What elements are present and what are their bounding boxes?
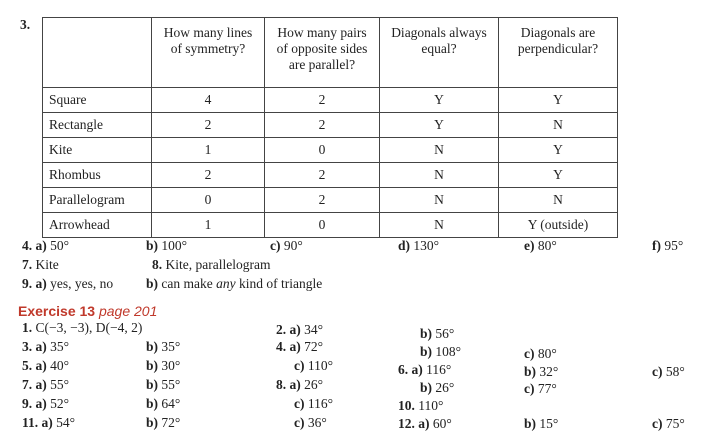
- answer-value: 50°: [50, 238, 70, 253]
- exercise-name: Exercise 13: [18, 303, 96, 319]
- answer-9a: [22, 276, 113, 292]
- answer-value: 35°: [161, 339, 181, 354]
- answer-value: 116°: [307, 396, 334, 411]
- ex-answer-2a: [276, 322, 323, 338]
- answer-value: 100°: [161, 238, 188, 253]
- answer-value: 52°: [50, 396, 70, 411]
- question-number-3: 3.: [20, 17, 31, 32]
- answer-value: 34°: [304, 322, 324, 337]
- answer-value: 58°: [665, 364, 685, 379]
- answer-label: b): [146, 339, 159, 354]
- header-cell: How many pairs of opposite sides are parallel?: [265, 18, 380, 88]
- ex-answer-5a: [22, 358, 69, 374]
- header-cell: Diagonals are perpendicular?: [499, 18, 618, 88]
- answer-4e: [524, 238, 557, 254]
- answer-value: 35°: [50, 339, 70, 354]
- answer-label: 5. a): [22, 358, 47, 373]
- ex-answer-7b: [146, 377, 180, 393]
- answer-value: 116°: [426, 362, 452, 377]
- table-cell: Y (outside): [499, 213, 618, 238]
- table-cell: Y: [499, 88, 618, 113]
- answer-label: c): [294, 358, 305, 373]
- header-cell: Diagonals always equal?: [380, 18, 499, 88]
- answer-value: 40°: [50, 358, 70, 373]
- ex-answer-12c: [652, 416, 685, 432]
- answer-label: b): [146, 238, 159, 253]
- ex-answer-6c: [652, 364, 685, 380]
- answer-label: 11. a): [22, 415, 53, 430]
- header-cell: [43, 18, 152, 88]
- table-row: [43, 88, 618, 113]
- header-cell: How many lines of symmetry?: [152, 18, 265, 88]
- answer-value: 26°: [304, 377, 324, 392]
- table-cell: N: [499, 113, 618, 138]
- ex-answer-8a: [276, 377, 323, 393]
- answer-7: [22, 257, 59, 273]
- ex-answer-12a: [398, 416, 452, 432]
- answer-value: 130°: [413, 238, 440, 253]
- ex-answer-6a: [398, 362, 451, 378]
- ex-answer-8c: [524, 381, 557, 397]
- answer-value: 30°: [161, 358, 181, 373]
- table-cell: 2: [265, 188, 380, 213]
- table-cell: Parallelogram: [43, 188, 152, 213]
- ex-answer-7a: [22, 377, 69, 393]
- table-cell: 1: [152, 138, 265, 163]
- ex-answer-4b: [420, 344, 461, 360]
- table-cell: 2: [265, 88, 380, 113]
- answer-value: 56°: [435, 326, 455, 341]
- answer-label: c): [524, 381, 535, 396]
- ex-answer-3a: [22, 339, 69, 355]
- answer-value: 32°: [539, 364, 559, 379]
- ex-answer-4c: [524, 346, 557, 362]
- table-cell: Y: [380, 113, 499, 138]
- answer-value: can make: [161, 276, 213, 291]
- answer-label: 8.: [152, 257, 163, 272]
- answer-label: f): [652, 238, 661, 253]
- table-cell: Rhombus: [43, 163, 152, 188]
- answer-9b: [146, 276, 322, 292]
- answer-label: b): [146, 396, 159, 411]
- ex-answer-11c: [294, 415, 327, 431]
- table-header-row: [43, 18, 618, 88]
- answer-value: 26°: [435, 380, 455, 395]
- table-cell: 0: [265, 138, 380, 163]
- answer-4b: [146, 238, 187, 254]
- table-row: [43, 188, 618, 213]
- table-row: [43, 163, 618, 188]
- answer-value: 108°: [435, 344, 462, 359]
- answer-value-tail: kind of triangle: [238, 276, 323, 291]
- answer-value: yes, yes, no: [50, 276, 114, 291]
- answer-4c: [270, 238, 303, 254]
- answer-label: 12. a): [398, 416, 430, 431]
- answer-value: 64°: [161, 396, 181, 411]
- answer-label: c): [652, 364, 663, 379]
- answer-label: b): [146, 415, 159, 430]
- answer-label: c): [524, 346, 535, 361]
- table-row: [43, 138, 618, 163]
- answer-label: b): [146, 358, 159, 373]
- answer-label: e): [524, 238, 535, 253]
- answer-emphasis: any: [216, 276, 236, 291]
- answer-8: [152, 257, 270, 273]
- quadrilateral-properties-table: [42, 17, 618, 238]
- ex-answer-6b: [524, 364, 558, 380]
- answer-value: 75°: [665, 416, 685, 431]
- answer-value: 55°: [50, 377, 70, 392]
- table-cell: N: [499, 188, 618, 213]
- answer-value: 80°: [537, 238, 557, 253]
- answer-label: b): [420, 326, 433, 341]
- table-cell: 0: [265, 213, 380, 238]
- answer-value: 110°: [307, 358, 334, 373]
- answer-value: 60°: [432, 416, 452, 431]
- answer-label: d): [398, 238, 411, 253]
- answer-value: 72°: [304, 339, 324, 354]
- ex-answer-12b: [524, 416, 558, 432]
- answer-label: 10.: [398, 398, 415, 413]
- answer-label: 7.: [22, 257, 33, 272]
- answer-label: 1.: [22, 320, 33, 335]
- table-cell: Square: [43, 88, 152, 113]
- table-cell: N: [380, 213, 499, 238]
- ex-answer-11b: [146, 415, 180, 431]
- answer-label: c): [270, 238, 281, 253]
- table-cell: Y: [380, 88, 499, 113]
- table-cell: N: [380, 138, 499, 163]
- table-cell: Kite: [43, 138, 152, 163]
- answer-value: Kite: [35, 257, 59, 272]
- table-cell: Rectangle: [43, 113, 152, 138]
- answer-label: 3. a): [22, 339, 47, 354]
- answer-value: 54°: [56, 415, 76, 430]
- answer-label: b): [524, 364, 537, 379]
- answer-label: 4. a): [276, 339, 301, 354]
- answer-label: 4. a): [22, 238, 47, 253]
- answer-label: b): [146, 276, 159, 291]
- answer-value: 110°: [418, 398, 444, 413]
- ex-answer-10: [398, 398, 443, 414]
- table-cell: 2: [152, 163, 265, 188]
- answer-4d: [398, 238, 439, 254]
- answer-label: c): [294, 396, 305, 411]
- answer-value: 15°: [539, 416, 559, 431]
- answer-value: 77°: [537, 381, 557, 396]
- answer-label: b): [420, 380, 433, 395]
- ex-answer-9c: [294, 396, 333, 412]
- exercise-heading: [18, 303, 157, 319]
- exercise-page: page 201: [98, 303, 158, 319]
- answer-label: 2. a): [276, 322, 301, 337]
- answer-4f: [652, 238, 683, 254]
- answer-value: 55°: [161, 377, 181, 392]
- answer-label: 6. a): [398, 362, 423, 377]
- table-cell: 2: [265, 113, 380, 138]
- ex-answer-5c: [294, 358, 333, 374]
- answer-label: c): [652, 416, 663, 431]
- answer-value: 36°: [307, 415, 327, 430]
- answer-label: b): [420, 344, 433, 359]
- answer-value: 72°: [161, 415, 181, 430]
- table-cell: Y: [499, 163, 618, 188]
- ex-answer-9b: [146, 396, 180, 412]
- answer-label: c): [294, 415, 305, 430]
- table-row: [43, 113, 618, 138]
- table-cell: 2: [152, 113, 265, 138]
- ex-answer-2b: [420, 326, 454, 342]
- answer-value: 90°: [283, 238, 303, 253]
- answer-value: 95°: [664, 238, 684, 253]
- answer-label: 7. a): [22, 377, 47, 392]
- table-cell: Arrowhead: [43, 213, 152, 238]
- table-cell: N: [380, 188, 499, 213]
- answer-label: 8. a): [276, 377, 301, 392]
- table-cell: 0: [152, 188, 265, 213]
- table-cell: 4: [152, 88, 265, 113]
- table-cell: 2: [265, 163, 380, 188]
- answer-label: 9. a): [22, 396, 47, 411]
- ex-answer-9a: [22, 396, 69, 412]
- ex-answer-3b: [146, 339, 180, 355]
- table-row: [43, 213, 618, 238]
- answer-label: b): [524, 416, 537, 431]
- ex-answer-8b: [420, 380, 454, 396]
- table-cell: 1: [152, 213, 265, 238]
- answer-label: 9. a): [22, 276, 47, 291]
- answer-label: b): [146, 377, 159, 392]
- answer-4a: [22, 238, 69, 254]
- table-cell: Y: [499, 138, 618, 163]
- answer-value: Kite, parallelogram: [165, 257, 271, 272]
- ex-answer-4a: [276, 339, 323, 355]
- ex-answer-11a: [22, 415, 75, 431]
- answer-value: 80°: [537, 346, 557, 361]
- ex-answer-5b: [146, 358, 180, 374]
- answer-value: C(−3, −3), D(−4, 2): [35, 320, 143, 335]
- table-cell: N: [380, 163, 499, 188]
- ex-answer-1: [22, 320, 142, 336]
